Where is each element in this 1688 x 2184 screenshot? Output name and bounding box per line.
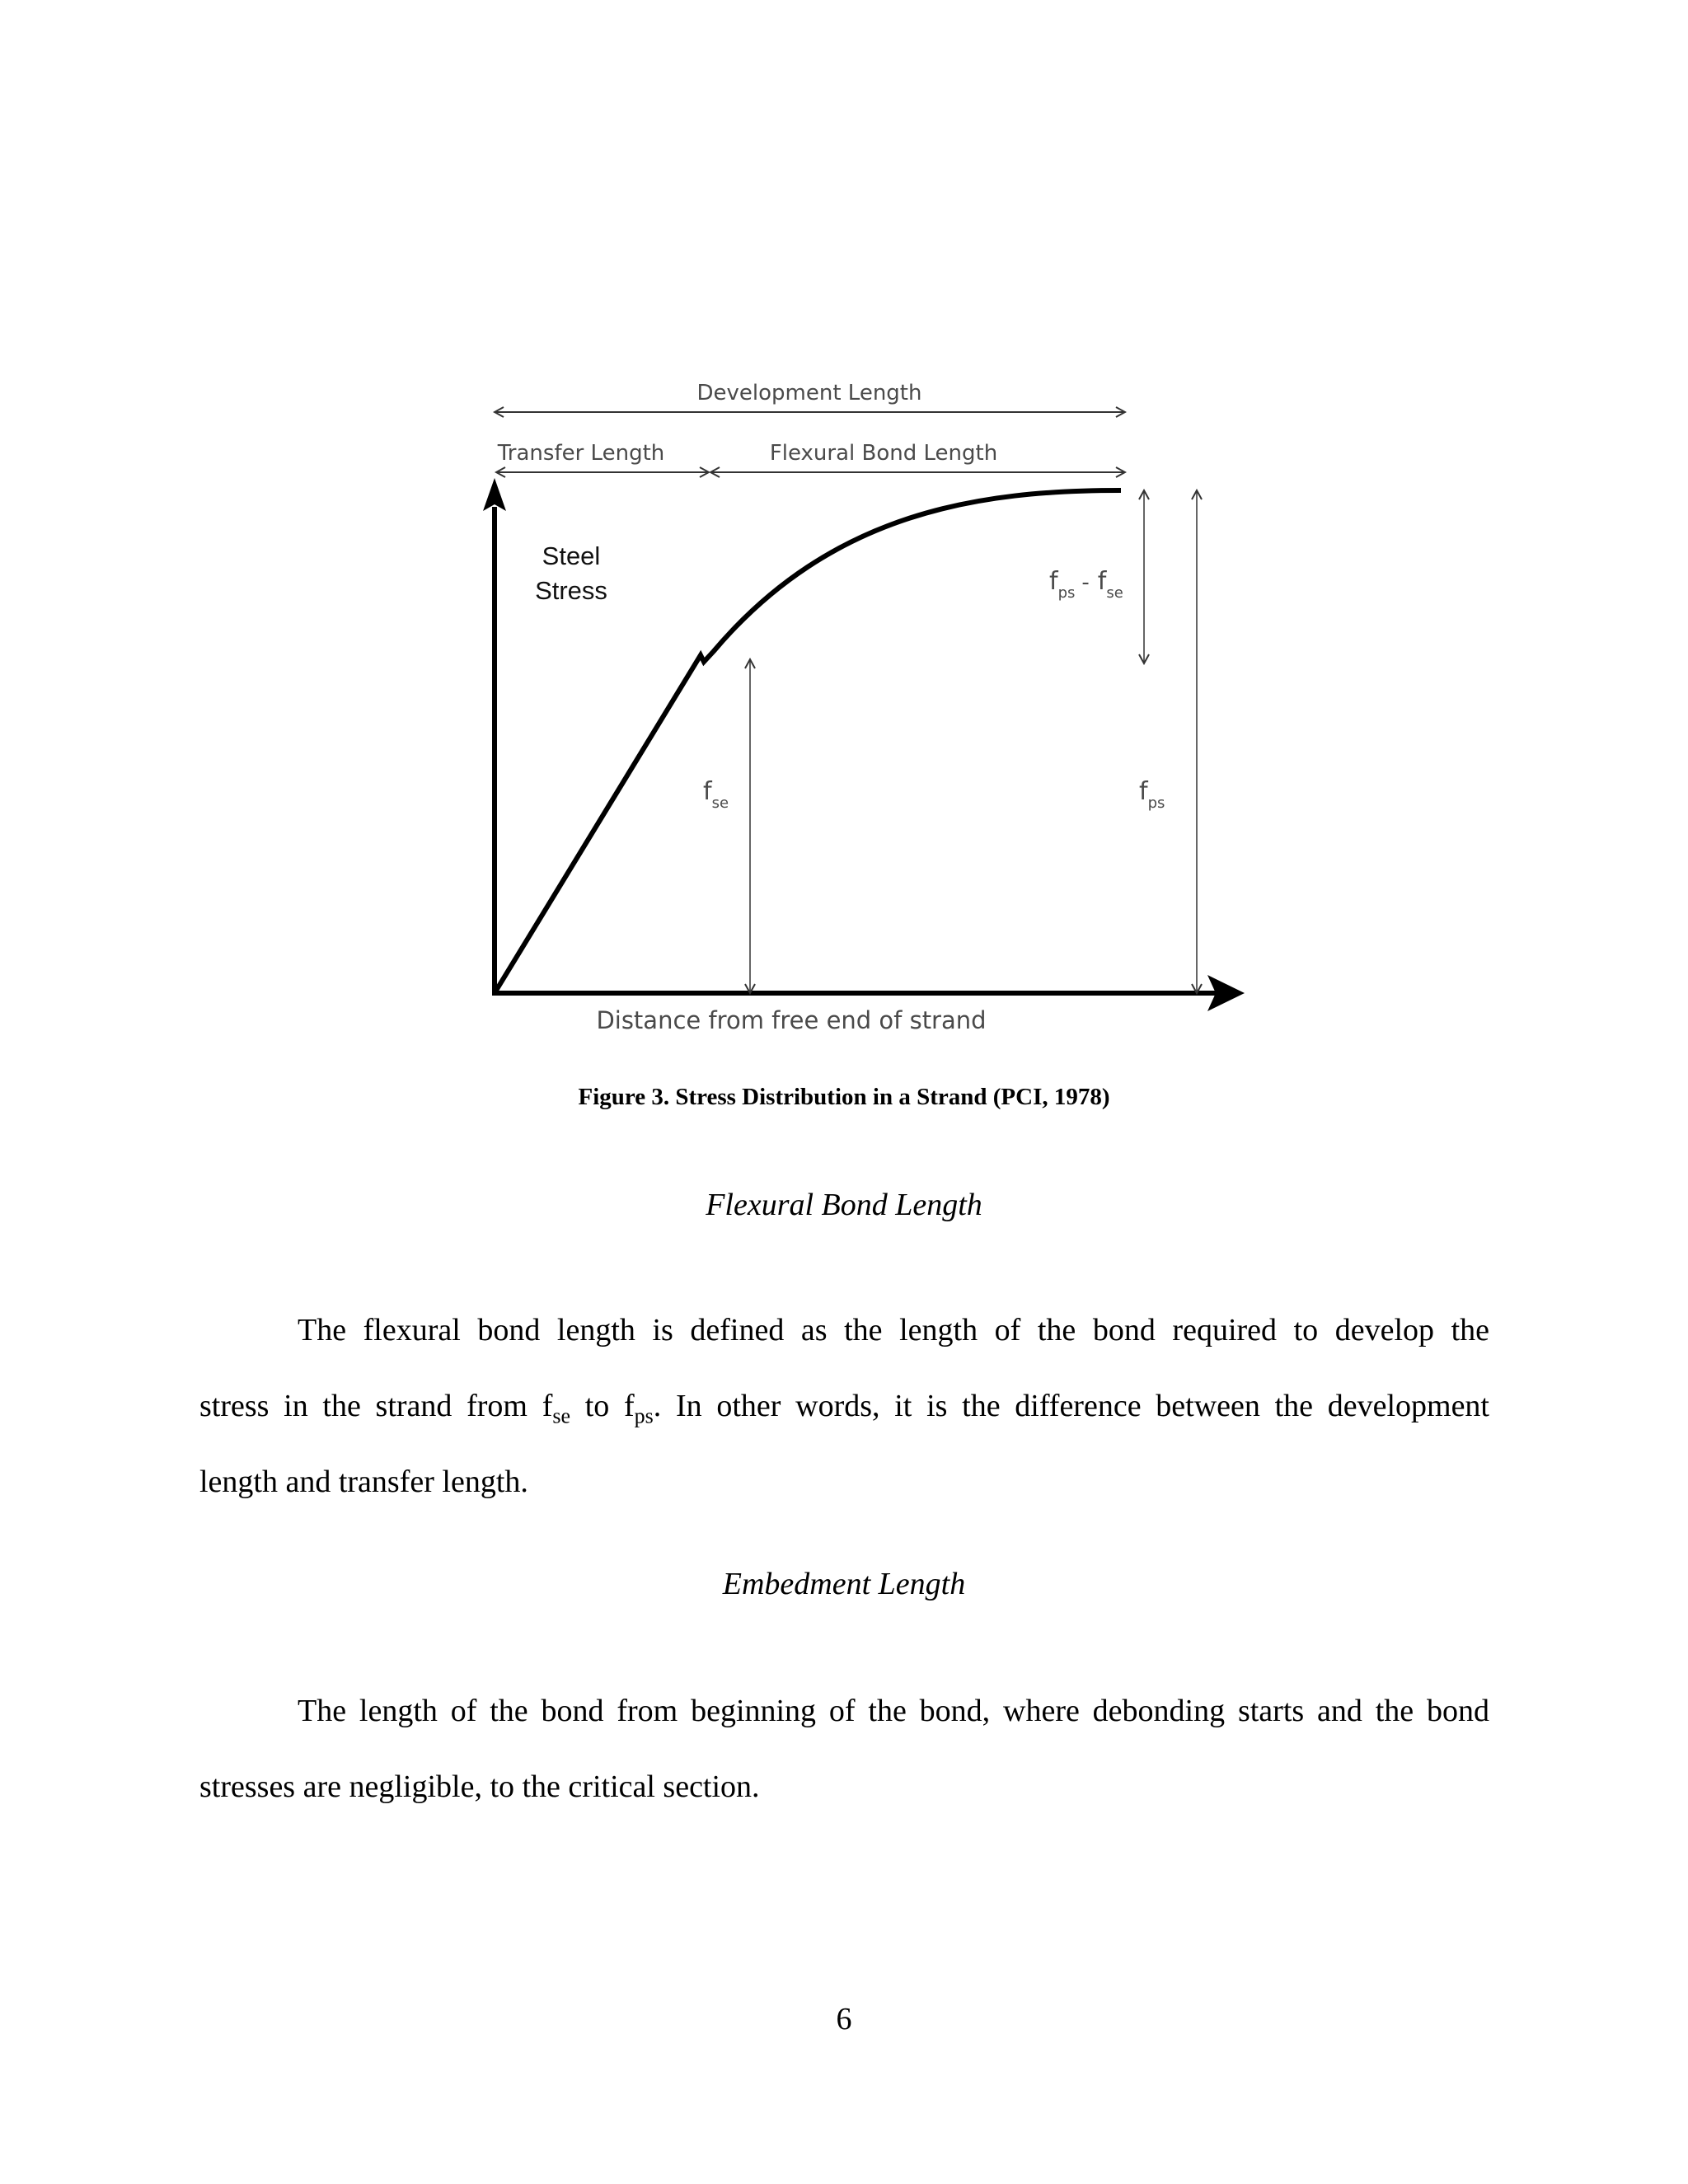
diagram-svg <box>462 363 1269 1047</box>
steel-stress-label-line1: Steel <box>542 541 601 570</box>
figure-caption: Figure 3. Stress Distribution in a Strand (PCI, 1978) <box>578 1084 1110 1110</box>
development-length-label: Development Length <box>696 381 922 405</box>
transfer-length-label: Transfer Length <box>497 441 665 466</box>
section-heading-flexural-bond-length: Flexural Bond Length <box>706 1188 982 1222</box>
page-number: 6 <box>836 2002 852 2036</box>
paragraph-embedment-length <box>199 1673 1489 1825</box>
paragraph-line: The length of the bond from beginning of the bond, where debonding starts and the bond <box>298 1694 1489 1728</box>
flexural-bond-length-label: Flexural Bond Length <box>769 441 998 466</box>
y-axis-arrowhead <box>483 478 506 511</box>
stress-distribution-figure <box>462 363 1269 1047</box>
steel-stress-label-line2: Stress <box>535 576 607 605</box>
paragraph-flexural-bond-length <box>199 1292 1489 1520</box>
fse-label: $f_{se}$ <box>703 777 729 812</box>
fps-minus-fse-label: $f_{ps} - f_{se}$ <box>1049 567 1123 602</box>
x-axis-label: Distance from free end of strand <box>596 1006 987 1034</box>
fps-label: $f_{ps}$ <box>1139 777 1165 812</box>
paragraph-line: length and transfer length. <box>199 1465 528 1499</box>
paragraph-line: stress in the strand from $f_{se}$ to $f_{ps}$. In other words, it is the difference between the development <box>199 1389 1489 1428</box>
section-heading-embedment-length: Embedment Length <box>722 1567 966 1601</box>
paragraph-line: The flexural bond length is defined as the length of the bond required to develop the <box>298 1313 1489 1347</box>
paragraph-line: stresses are negligible, to the critical section. <box>199 1769 760 1804</box>
